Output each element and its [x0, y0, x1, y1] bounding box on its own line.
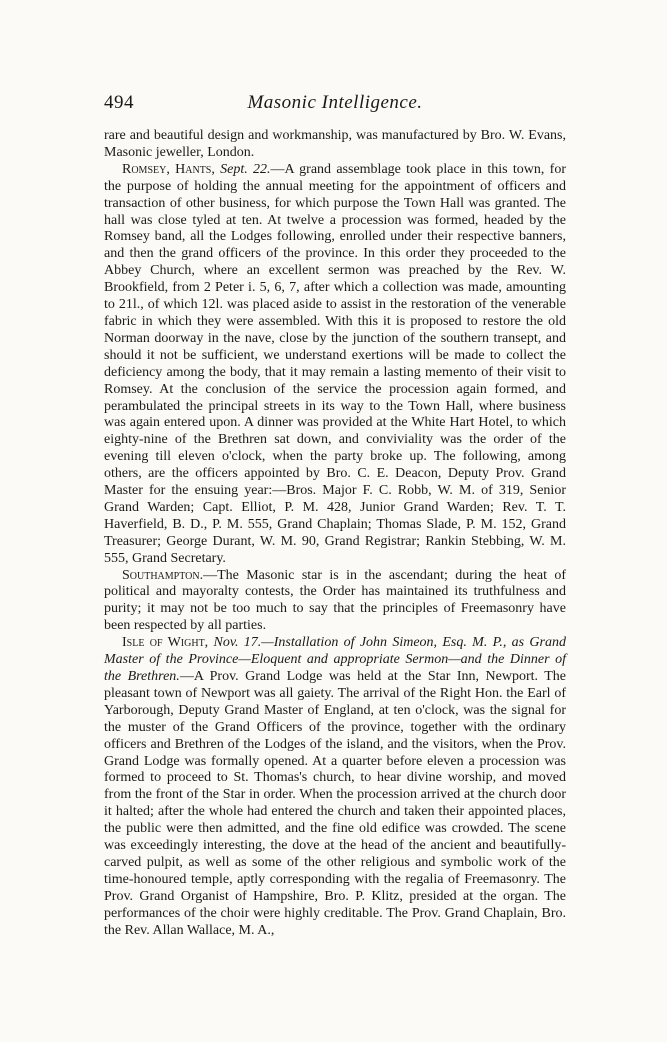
paragraph-continuation — [104, 128, 566, 162]
page — [104, 92, 566, 940]
page-number: 494 — [104, 92, 134, 113]
paragraph-text: rare and beautiful design and workmanship, was manufactured by Bro. W. Evans, Masonic jeweller, London. — [104, 128, 566, 160]
paragraph-lead: Southampton. — [122, 567, 204, 583]
paragraph-romsey — [104, 162, 566, 568]
paragraph-lead: Romsey, Hants, — [122, 161, 215, 177]
paragraph-text: —The Masonic star is in the ascendant; during the heat of political and mayoralty contests, the Order has maintained its truthfulness and purity; it may not be too much to say that the principles of Freemasonry have been respected by all parties. — [104, 567, 566, 634]
paragraph-southampton — [104, 568, 566, 636]
paragraph-heading: Nov. 17.—Installation of John Simeon, Esq. M. P., as Grand Master of the Province—Eloquent and appropriate Sermon—and the Dinner of the Brethren. — [104, 635, 566, 684]
paragraph-isle-of-wight — [104, 635, 566, 939]
running-title: Masonic Intelligence. — [247, 92, 423, 113]
paragraph-text: —A grand assemblage took place in this town, for the purpose of holding the annual meeting for the appointment of officers and transaction of other business, for which purpose the Town Hall was granted. The hall was close tyled at ten. At twelve a procession was formed, headed by the Romsey band, all the Lodges following, enrolled under their respective banners, and then the grand officers of the province. In this order they proceeded to the Abbey Church, where an excellent sermon was preached by the Rev. W. Brookfield, from 2 Peter i. 5, 6, 7, after which a collection was made, amounting to 21l., of which 12l. was placed aside to assist in the restoration of the venerable fabric in which they were assembled. With this it is proposed to restore the old Norman doorway in the nave, close by the junction of the southern transept, and should it not be sufficient, we understand exertions will be made to collect the deficiency among the body, that it may remain a lasting memento of their visit to Romsey. At the conclusion of the service the procession again formed, and perambulated the principal streets in its way to the Town Hall, where business was again entered upon. A dinner was provided at the White Hart Hotel, to which eighty-nine of the Brethren sat down, and conviviality was the order of the evening till eleven o'clock, when the party broke up. The following, among others, are the officers appointed by Bro. C. E. Deacon, Deputy Prov. Grand Master for the ensuing year:—Bros. Major F. C. Robb, W. M. of 319, Senior Grand Warden; Capt. Elliot, P. M. 428, Junior Grand Warden; Rev. T. T. Haverfield, B. D., P. M. 555, Grand Chaplain; Thomas Slade, P. M. 152, Grand Treasurer; George Durant, W. M. 90, Grand Registrar; Rankin Stebbing, W. M. 555, Grand Secretary. — [104, 161, 566, 566]
paragraph-date: Sept. 22. — [214, 161, 271, 177]
paragraph-lead: Isle of Wight, — [122, 635, 209, 651]
paragraph-text: —A Prov. Grand Lodge was held at the Star Inn, Newport. The pleasant town of Newport was all gaiety. The arrival of the Right Hon. the Earl of Yarborough, Deputy Grand Master of England, at ten o'clock, was the signal for the muster of the Grand Officers of the province, together with the ordinary officers and Brethren of the Lodges of the island, and the visitors, when the Prov. Grand Lodge was formally opened. At a quarter before eleven a procession was formed to proceed to St. Thomas's church, to hear divine worship, and moved from the front of the Star in order. When the procession arrived at the church door it halted; after the whole had entered the church and taken their appointed places, the public were then admitted, and the fine old edifice was crowded. The scene was exceedingly interesting, the dove at the head of the ancient and beautifully-carved pulpit, as well as some of the other religious and symbolic work of the time-honoured temple, aptly corresponding with the regalia of Freemasonry. The Prov. Grand Organist of Hampshire, Bro. P. Klitz, presided at the organ. The performances of the choir were highly creditable. The Prov. Grand Chaplain, Bro. the Rev. Allan Wallace, M. A., — [104, 669, 566, 938]
page-header — [104, 92, 566, 118]
